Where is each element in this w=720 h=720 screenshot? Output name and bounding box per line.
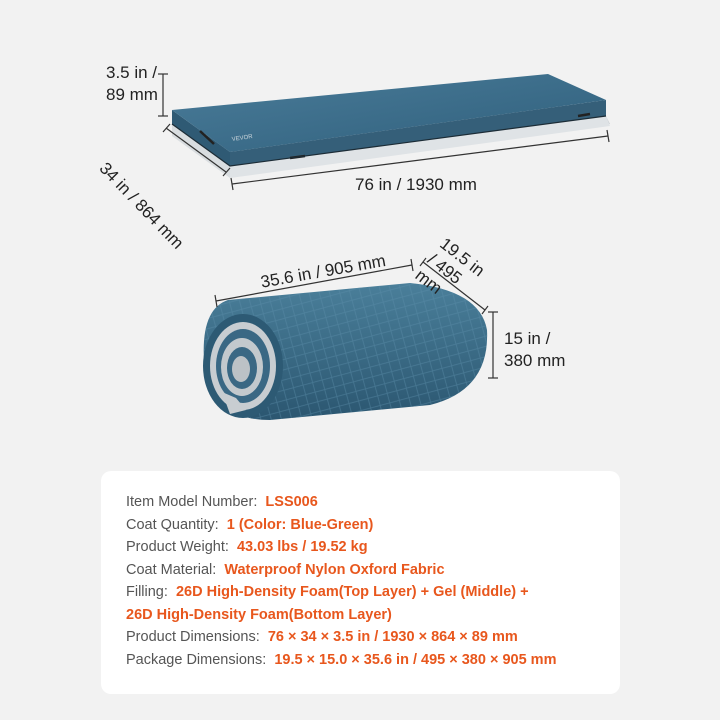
spec-key: Product Weight: — [126, 539, 229, 555]
spec-row — [126, 626, 620, 649]
spec-panel — [101, 471, 620, 694]
spec-value: 19.5 × 15.0 × 35.6 in / 495 × 380 × 905 mm — [274, 651, 557, 668]
spec-value: 43.03 lbs / 19.52 kg — [236, 539, 368, 555]
flat-height-label-in: 3.5 in / — [106, 63, 158, 82]
spec-row — [126, 491, 620, 514]
rolled-length-label: 35.6 in / 905 mm — [259, 250, 388, 292]
spec-key: Product Dimensions: — [126, 629, 260, 645]
spec-value: Waterproof Nylon Oxford Fabric — [224, 561, 445, 578]
spec-key: Item Model Number: — [126, 494, 258, 510]
spec-value: 1 (Color: Blue-Green) — [226, 516, 374, 533]
spec-value: 26D High-Density Foam(Top Layer) + Gel (Middle) + — [175, 584, 529, 600]
rolled-height-label-mm: 380 mm — [504, 351, 566, 370]
rolled-width-label: 19.5 in / 495 mm — [411, 234, 489, 298]
spec-value: 26D High-Density Foam(Bottom Layer) — [126, 606, 392, 623]
rolled-height-label-in: 15 in / — [504, 329, 551, 348]
flat-height-label-mm: 89 mm — [106, 85, 158, 104]
spec-row — [126, 514, 620, 537]
spec-row — [126, 559, 620, 582]
spec-value: LSS006 — [265, 494, 318, 510]
spec-key: Package Dimensions: — [126, 651, 267, 668]
flat-mattress — [172, 74, 610, 178]
flat-width-label: 34 in / 864 mm — [95, 158, 188, 253]
spec-key: Coat Quantity: — [126, 516, 219, 533]
flat-length-label: 76 in / 1930 mm — [355, 175, 477, 194]
svg-text:VEVOR: VEVOR — [231, 134, 254, 143]
spec-key: Filling: — [126, 584, 168, 600]
spec-value: 76 × 34 × 3.5 in / 1930 × 864 × 89 mm — [267, 629, 518, 645]
spec-key: Coat Material: — [126, 561, 217, 578]
spec-row — [126, 581, 620, 604]
spec-row — [126, 604, 620, 627]
spec-row — [126, 536, 620, 559]
spec-row — [126, 649, 620, 672]
